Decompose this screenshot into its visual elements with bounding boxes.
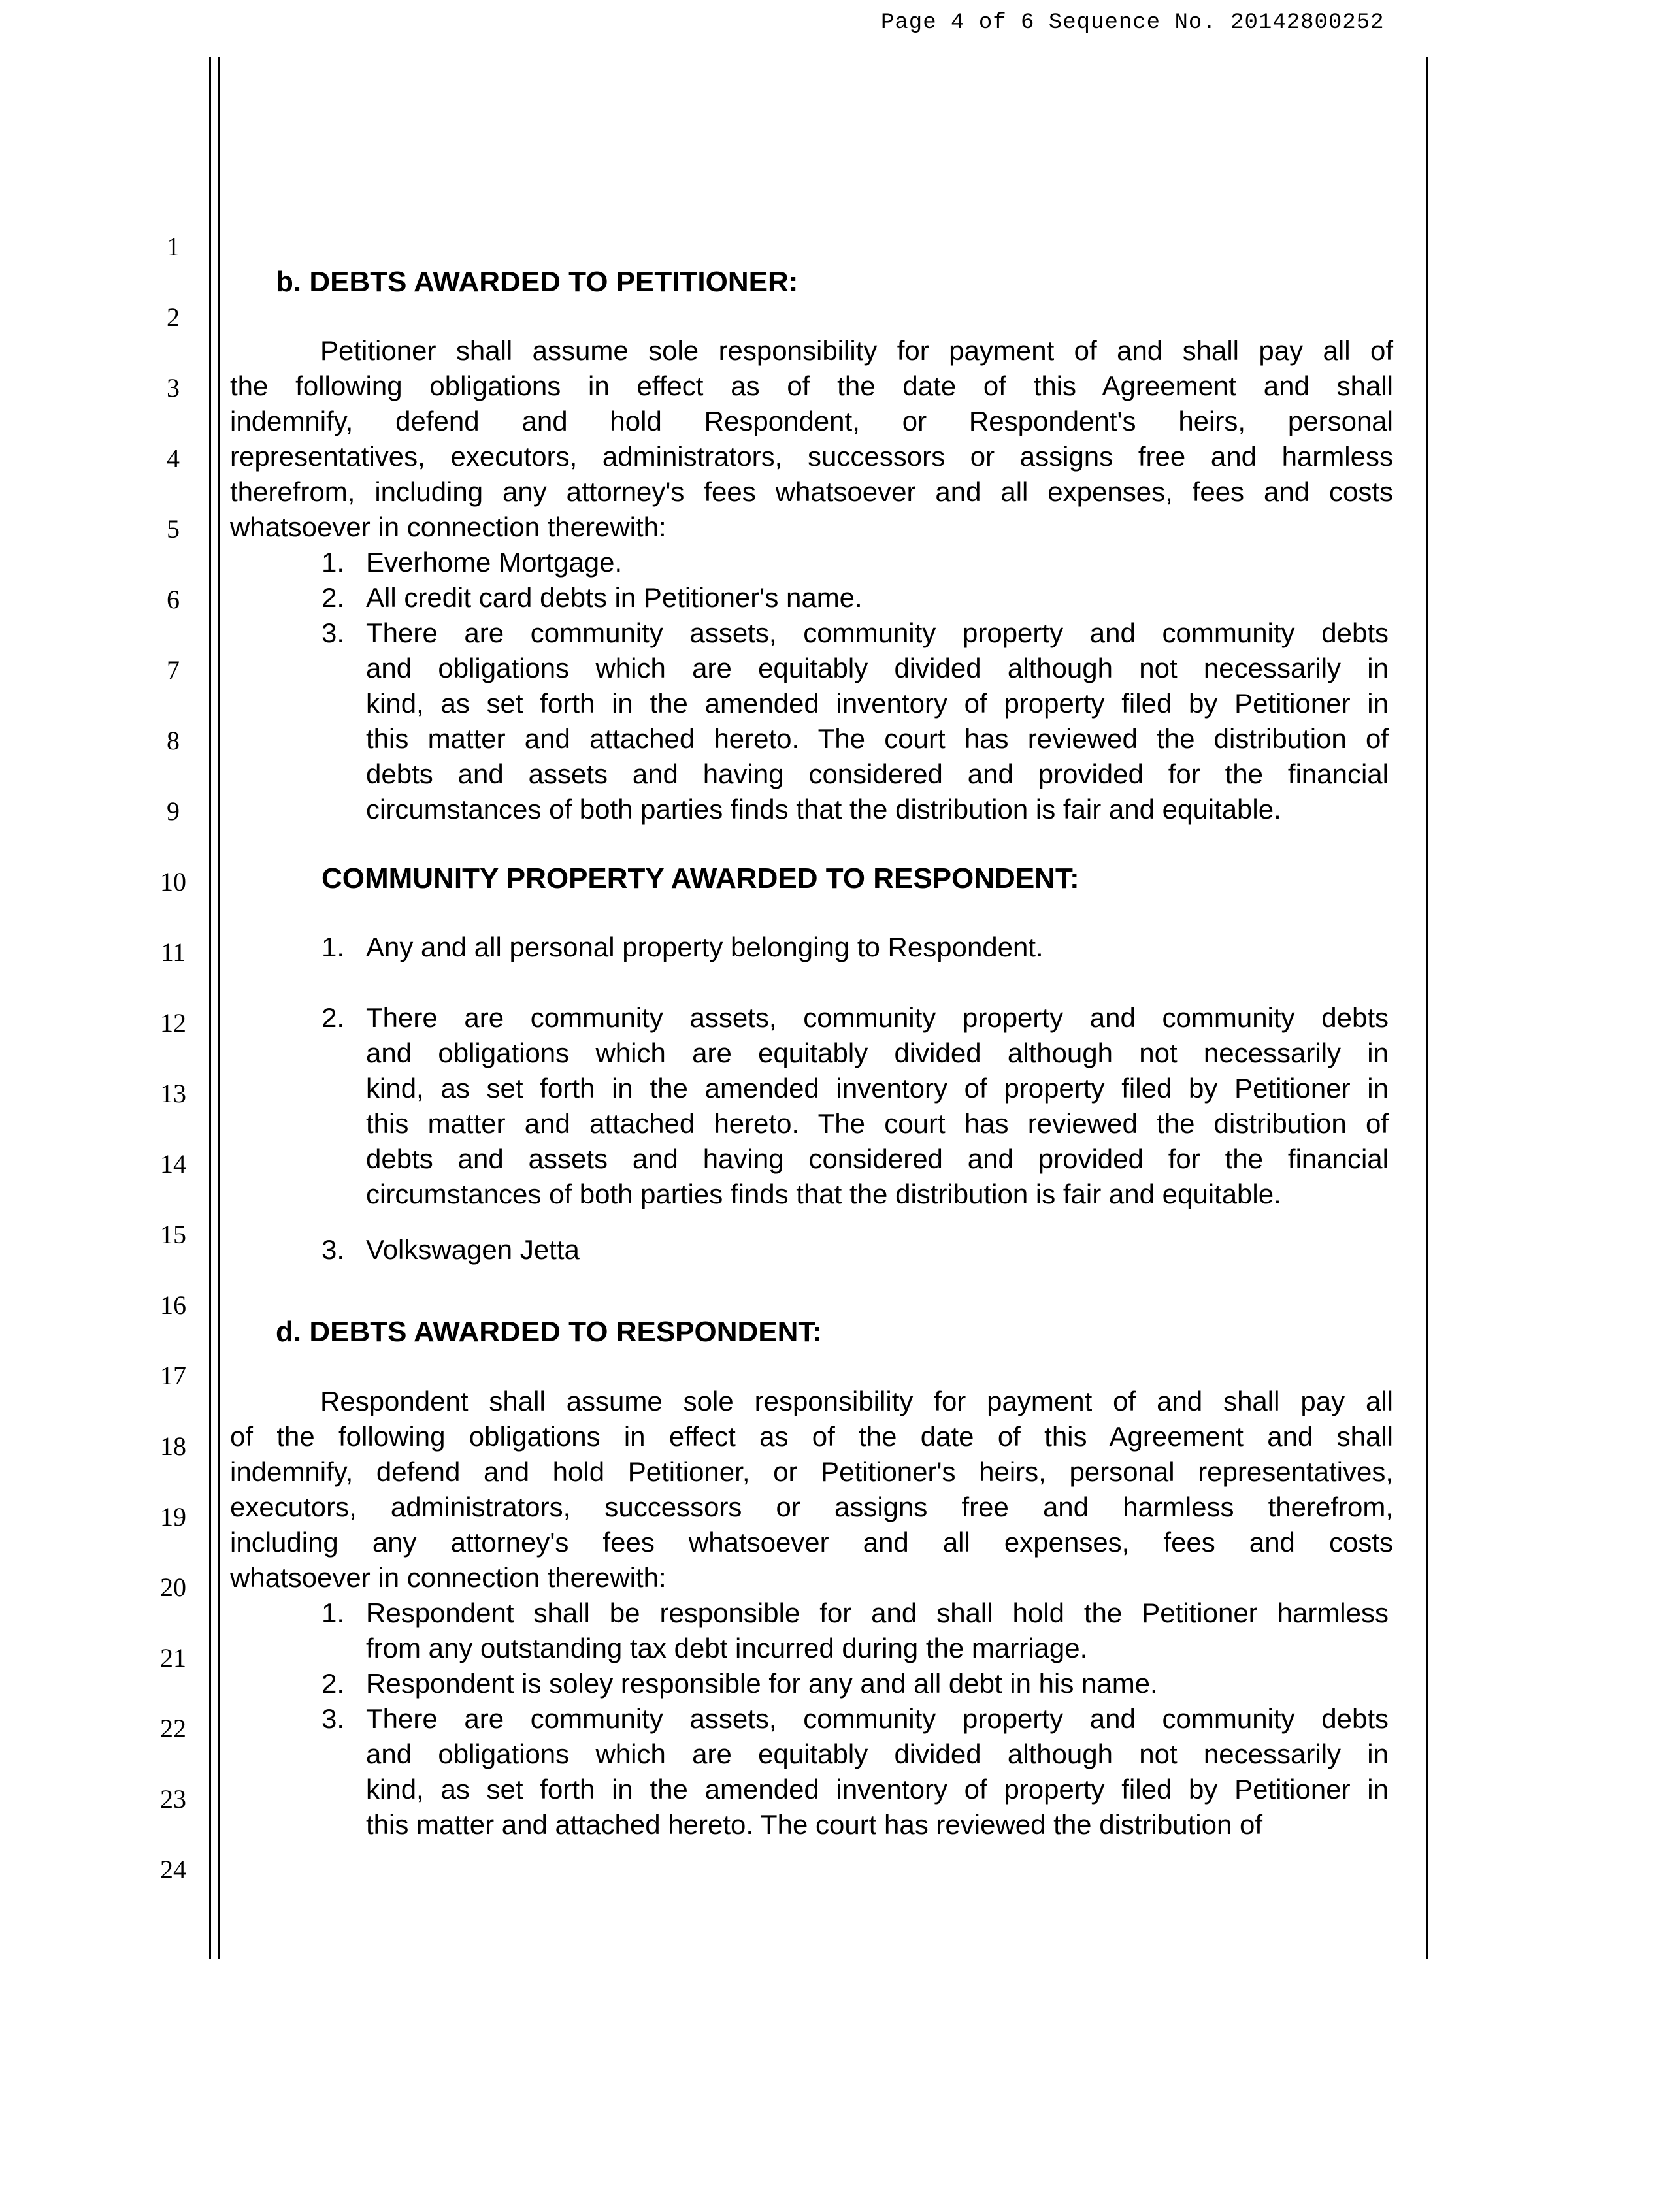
intro-line: including any attorney's fees whatsoever and all expenses, fees and costs [230,1527,1393,1558]
list-item-text [366,1595,1389,1666]
list-item-number: 2. [321,582,345,613]
list-item-line: There are community assets, community property and community debts [366,617,1389,648]
list-item-number: 2. [321,1002,345,1033]
line-number: 10 [160,867,186,896]
line-number: 3 [167,373,180,402]
section-c-heading: COMMUNITY PROPERTY AWARDED TO RESPONDENT: [321,862,1079,894]
list-item-number: 1. [321,1597,345,1628]
line-number: 6 [167,585,180,614]
intro-line: whatsoever in connection therewith: [230,512,667,542]
list-item-line: Any and all personal property belonging to Respondent. [366,932,1044,962]
line-number: 19 [160,1502,186,1531]
list-item-number: 3. [321,1234,345,1265]
list-item-text [366,1701,1389,1842]
list-item-line: Volkswagen Jetta [366,1234,580,1265]
line-number: 16 [160,1290,186,1320]
intro-line: of the following obligations in effect as of the date of this Agreement and shall [230,1421,1393,1452]
line-number: 18 [160,1431,186,1461]
list-item-text [366,580,1389,615]
list-item-line: and obligations which are equitably divided although not necessarily in [366,1038,1389,1068]
list-item-line: kind, as set forth in the amended inventory of property filed by Petitioner in [366,688,1389,719]
list-item [321,1701,1389,1842]
list-item-number: 3. [321,1703,345,1734]
list-item-line: All credit card debts in Petitioner's name. [366,582,863,613]
intro-line: indemnify, defend and hold Respondent, or Respondent's heirs, personal [230,406,1393,436]
intro-line: Petitioner shall assume sole responsibility for payment of and shall pay all of [320,335,1393,366]
line-number: 24 [160,1855,186,1884]
line-number: 4 [167,444,180,473]
line-number: 9 [167,796,180,826]
line-number: 7 [167,655,180,685]
list-item-line: debts and assets and having considered and provided for the financial [366,1143,1389,1174]
line-number: 12 [160,1008,186,1038]
section-b-heading: b. DEBTS AWARDED TO PETITIONER: [276,266,799,298]
list-item [321,545,1389,580]
list-item [321,1000,1389,1212]
list-item [321,1595,1389,1666]
list-item-line: this matter and attached hereto. The court has reviewed the distribution of [366,1108,1389,1139]
line-number: 13 [160,1079,186,1108]
line-number: 22 [160,1714,186,1743]
intro-line: indemnify, defend and hold Petitioner, or Petitioner's heirs, personal representatives, [230,1456,1393,1487]
list-item-line: and obligations which are equitably divided although not necessarily in [366,1739,1389,1769]
section-d-intro [230,1384,1393,1595]
list-item-line: and obligations which are equitably divided although not necessarily in [366,653,1389,683]
list-item-line: kind, as set forth in the amended inventory of property filed by Petitioner in [366,1073,1389,1104]
list-item [321,615,1389,827]
line-number: 1 [167,232,180,261]
list-item-line: circumstances of both parties finds that the distribution is fair and equitable. [366,1179,1281,1209]
list-item-line: circumstances of both parties finds that the distribution is fair and equitable. [366,794,1281,825]
left-margin-rule-outer [209,57,211,1959]
list-item-number: 1. [321,932,345,962]
list-item-number: 1. [321,547,345,578]
line-number: 8 [167,726,180,755]
intro-line: Respondent shall assume sole responsibility for payment of and shall pay all [320,1386,1393,1416]
list-item-line: Respondent shall be responsible for and shall hold the Petitioner harmless [366,1597,1389,1628]
list-item-line: from any outstanding tax debt incurred during the marriage. [366,1633,1088,1663]
line-number: 15 [160,1220,186,1249]
list-item-line: this matter and attached hereto. The court has reviewed the distribution of [366,723,1389,754]
line-number: 20 [160,1573,186,1602]
line-number: 14 [160,1149,186,1179]
list-item-line: kind, as set forth in the amended inventory of property filed by Petitioner in [366,1774,1389,1805]
list-item [321,1666,1389,1701]
list-item-number: 2. [321,1668,345,1699]
list-item-text [366,930,1389,965]
section-b-intro [230,333,1393,545]
intro-line: the following obligations in effect as of the date of this Agreement and shall [230,370,1393,401]
page-header: Page 4 of 6 Sequence No. 20142800252 [881,10,1385,35]
list-item-line: Everhome Mortgage. [366,547,623,578]
intro-line: therefrom, including any attorney's fees whatsoever and all expenses, fees and costs [230,476,1393,507]
intro-line: executors, administrators, successors or assigns free and harmless therefrom, [230,1492,1393,1522]
line-number: 23 [160,1784,186,1814]
list-item-text [366,545,1389,580]
section-d-heading: d. DEBTS AWARDED TO RESPONDENT: [276,1316,823,1348]
line-number: 17 [160,1361,186,1390]
list-item-text [366,1666,1389,1701]
list-item-text [366,1232,1389,1267]
left-margin-rule-inner [218,57,220,1959]
list-item-text [366,615,1389,827]
intro-line: representatives, executors, administrators, successors or assigns free and harmless [230,441,1393,472]
list-item [321,580,1389,615]
right-margin-rule [1426,57,1428,1959]
line-number: 2 [167,302,180,332]
list-item [321,1232,1389,1267]
list-item-line: Respondent is soley responsible for any and all debt in his name. [366,1668,1158,1699]
line-number: 21 [160,1643,186,1673]
list-item-line: this matter and attached hereto. The court has reviewed the distribution of [366,1809,1263,1840]
list-item-line: There are community assets, community property and community debts [366,1002,1389,1033]
line-number: 11 [160,938,186,967]
list-item-line: debts and assets and having considered and provided for the financial [366,759,1389,789]
list-item-number: 3. [321,617,345,648]
list-item [321,930,1389,965]
list-item-text [366,1000,1389,1212]
intro-line: whatsoever in connection therewith: [230,1562,667,1593]
list-item-line: There are community assets, community property and community debts [366,1703,1389,1734]
line-number: 5 [167,514,180,544]
